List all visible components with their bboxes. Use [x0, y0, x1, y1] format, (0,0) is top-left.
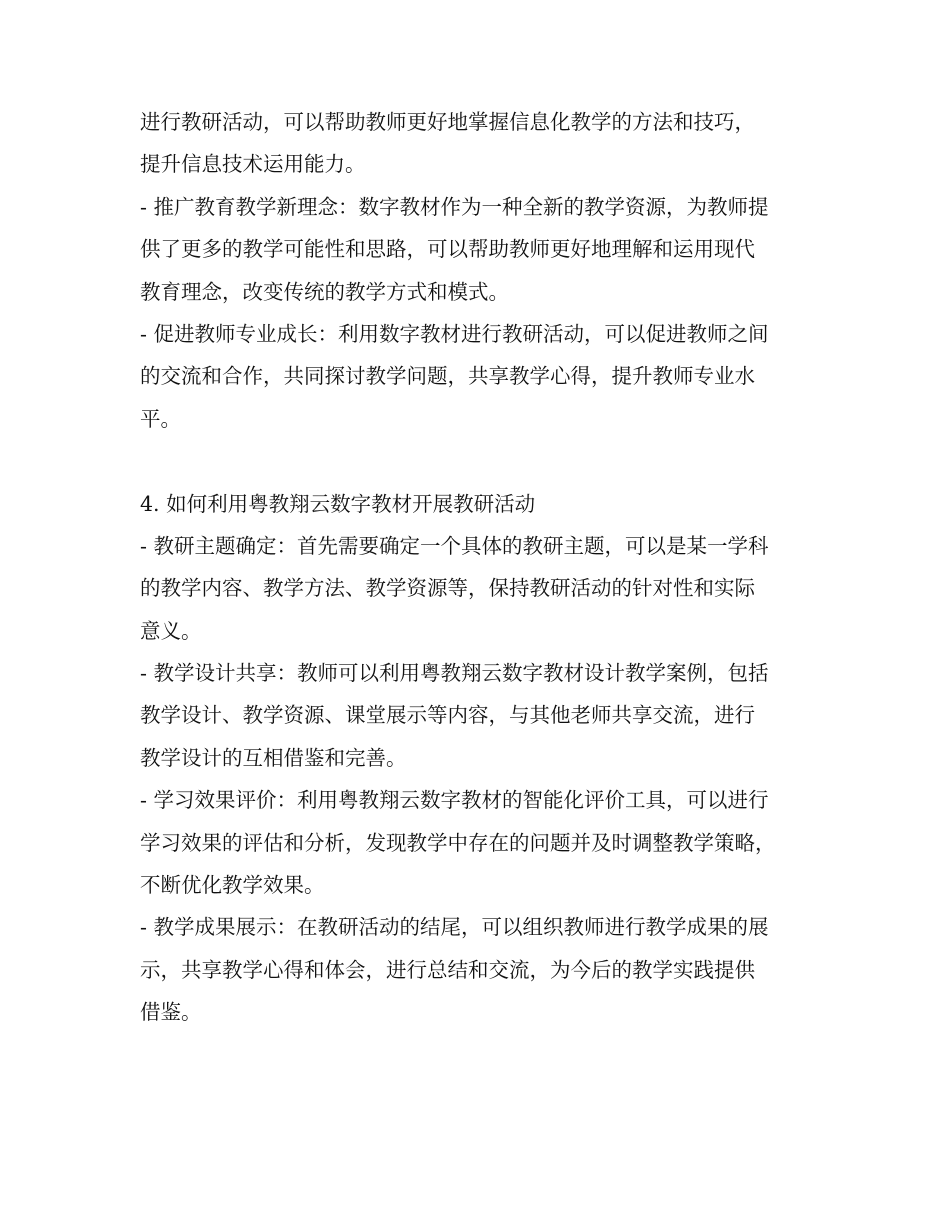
bullet-design-sharing: - 教学设计共享：教师可以利用粤教翔云数字教材设计教学案例，包括	[140, 661, 769, 686]
body-text-line: 学习效果的评估和分析，发现教学中存在的问题并及时调整教学策略，	[140, 830, 776, 855]
body-text-line: 提升信息技术运用能力。	[140, 152, 366, 177]
section-heading: 4. 如何利用粤教翔云数字教材开展教研活动	[140, 491, 536, 516]
body-text-line: 教育理念，改变传统的教学方式和模式。	[140, 279, 509, 304]
bullet-research-topic: - 教研主题确定：首先需要确定一个具体的教研主题，可以是某一学科	[140, 533, 769, 558]
body-text-line: 不断优化教学效果。	[140, 873, 325, 898]
body-text-line: 借鉴。	[140, 1000, 202, 1025]
bullet-promote-new-concepts: - 推广教育教学新理念：数字教材作为一种全新的教学资源，为教师提	[140, 194, 769, 219]
body-text-line: 教学设计的互相借鉴和完善。	[140, 745, 407, 770]
body-text-line: 示，共享教学心得和体会，进行总结和交流，为今后的教学实践提供	[140, 957, 755, 982]
bullet-teacher-growth: - 促进教师专业成长：利用数字教材进行教研活动，可以促进教师之间	[140, 321, 769, 346]
body-text-line: 供了更多的教学可能性和思路，可以帮助教师更好地理解和运用现代	[140, 237, 755, 262]
body-text-line: 意义。	[140, 618, 202, 643]
document-body	[140, 101, 830, 1034]
body-text-line: 的交流和合作，共同探讨教学问题，共享教学心得，提升教师专业水	[140, 364, 755, 389]
paragraph-gap	[140, 440, 830, 482]
body-text-line: 平。	[140, 406, 181, 431]
body-text-line: 教学设计、教学资源、课堂展示等内容，与其他老师共享交流，进行	[140, 703, 755, 728]
bullet-results-showcase: - 教学成果展示：在教研活动的结尾，可以组织教师进行教学成果的展	[140, 915, 769, 940]
body-text-line: 进行教研活动，可以帮助教师更好地掌握信息化教学的方法和技巧，	[140, 110, 755, 134]
body-text-line: 的教学内容、教学方法、教学资源等，保持教研活动的针对性和实际	[140, 576, 755, 601]
bullet-learning-evaluation: - 学习效果评价：利用粤教翔云数字教材的智能化评价工具，可以进行	[140, 788, 769, 813]
